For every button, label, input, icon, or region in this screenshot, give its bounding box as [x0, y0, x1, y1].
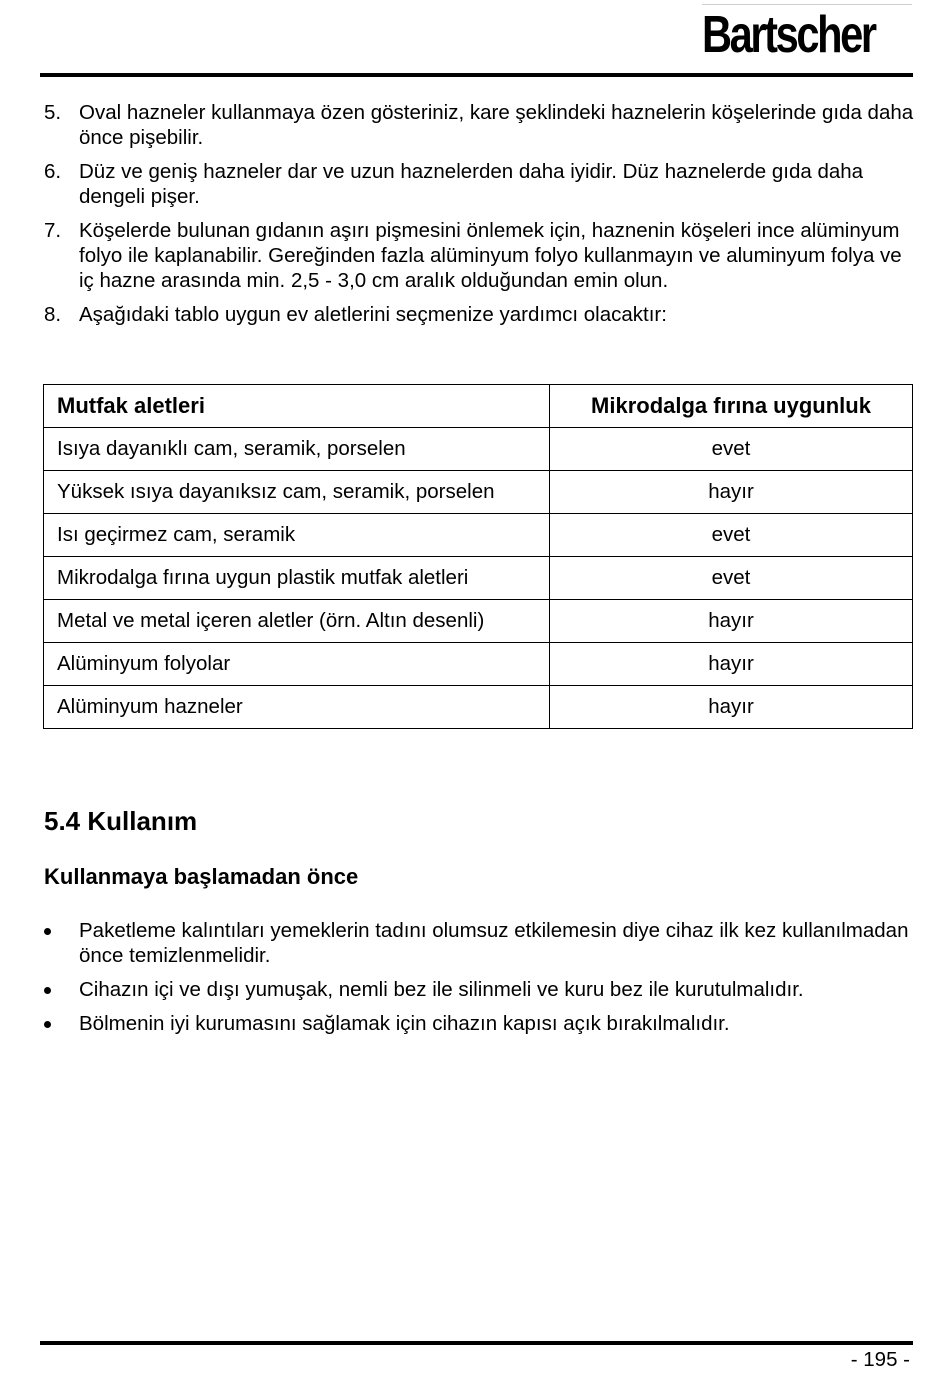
- page-number: - 195 -: [850, 1348, 910, 1371]
- table-cell: hayır: [550, 471, 913, 514]
- bullet-icon: [44, 987, 51, 994]
- table-cell: Alüminyum folyolar: [44, 643, 550, 686]
- list-item: [44, 159, 916, 209]
- bullet-item: [44, 1011, 916, 1036]
- bullet-text: Cihazın içi ve dışı yumuşak, nemli bez ile silinmeli ve kuru bez ile kurutulmalıdır.: [79, 978, 804, 1001]
- footer-rule: [40, 1341, 913, 1345]
- table-row: [44, 557, 913, 600]
- table-cell: evet: [550, 557, 913, 600]
- bullet-text: Bölmenin iyi kurumasını sağlamak için cihazın kapısı açık bırakılmalıdır.: [79, 1012, 730, 1035]
- table-cell: Mikrodalga fırına uygun plastik mutfak aletleri: [44, 557, 550, 600]
- brand-logo: [702, 2, 912, 68]
- numbered-list: [44, 100, 916, 336]
- subsection-title: Kullanmaya başlamadan önce: [44, 864, 359, 889]
- list-item: [44, 100, 916, 150]
- bullet-item: [44, 918, 916, 968]
- table-cell: Isıya dayanıklı cam, seramik, porselen: [44, 428, 550, 471]
- list-item-number: 8.: [44, 303, 62, 326]
- list-item-text: Aşağıdaki tablo uygun ev aletlerini seçmenize yardımcı olacaktır:: [79, 303, 667, 326]
- table-cell: hayır: [550, 600, 913, 643]
- table-cell: Metal ve metal içeren aletler (örn. Altın desenli): [44, 600, 550, 643]
- list-item: [44, 302, 916, 327]
- bullet-list: [44, 918, 916, 1045]
- list-item-text: Düz ve geniş hazneler dar ve uzun haznelerden daha iyidir. Düz haznelerde gıda daha dengeli pişer.: [79, 160, 864, 208]
- kitchenware-table: [43, 384, 913, 729]
- list-item-number: 6.: [44, 160, 62, 183]
- table-row: [44, 428, 913, 471]
- table-cell: evet: [550, 514, 913, 557]
- table-header-cell: Mutfak aletleri: [44, 385, 550, 428]
- brand-logo-text: Bartscher: [702, 6, 875, 64]
- list-item-text: Oval hazneler kullanmaya özen gösteriniz, kare şeklindeki haznelerin köşelerinde gıda daha önce pişebilir.: [79, 101, 914, 149]
- bullet-item: [44, 977, 916, 1002]
- list-item: [44, 218, 916, 293]
- table-header-cell: Mikrodalga fırına uygunluk: [550, 385, 913, 428]
- bullet-icon: [44, 1021, 51, 1028]
- table-header-row: [44, 385, 913, 428]
- table-cell: evet: [550, 428, 913, 471]
- table-row: [44, 514, 913, 557]
- table-cell: Alüminyum hazneler: [44, 686, 550, 729]
- section-title: 5.4 Kullanım: [44, 806, 198, 836]
- table-cell: hayır: [550, 686, 913, 729]
- table-row: [44, 643, 913, 686]
- table-row: [44, 471, 913, 514]
- list-item-number: 7.: [44, 219, 62, 242]
- bullet-text: Paketleme kalıntıları yemeklerin tadını olumsuz etkilemesin diye cihaz ilk kez kullanılmadan önce temizlenmelidir.: [79, 919, 909, 967]
- table-row: [44, 686, 913, 729]
- bullet-icon: [44, 928, 51, 935]
- list-item-number: 5.: [44, 101, 62, 124]
- table-cell: Yüksek ısıya dayanıksız cam, seramik, porselen: [44, 471, 550, 514]
- table-cell: Isı geçirmez cam, seramik: [44, 514, 550, 557]
- header-rule: [40, 73, 913, 77]
- table-cell: hayır: [550, 643, 913, 686]
- list-item-text: Köşelerde bulunan gıdanın aşırı pişmesini önlemek için, haznenin köşeleri ince alüminyum folyo ile kaplanabilir. Gereğinden fazla alüminyum folyo kullanmayın ve aluminyum folya ve iç hazne arasında min. 2,5 - 3,0 cm aralık olduğundan emin olun.: [79, 219, 902, 292]
- table-row: [44, 600, 913, 643]
